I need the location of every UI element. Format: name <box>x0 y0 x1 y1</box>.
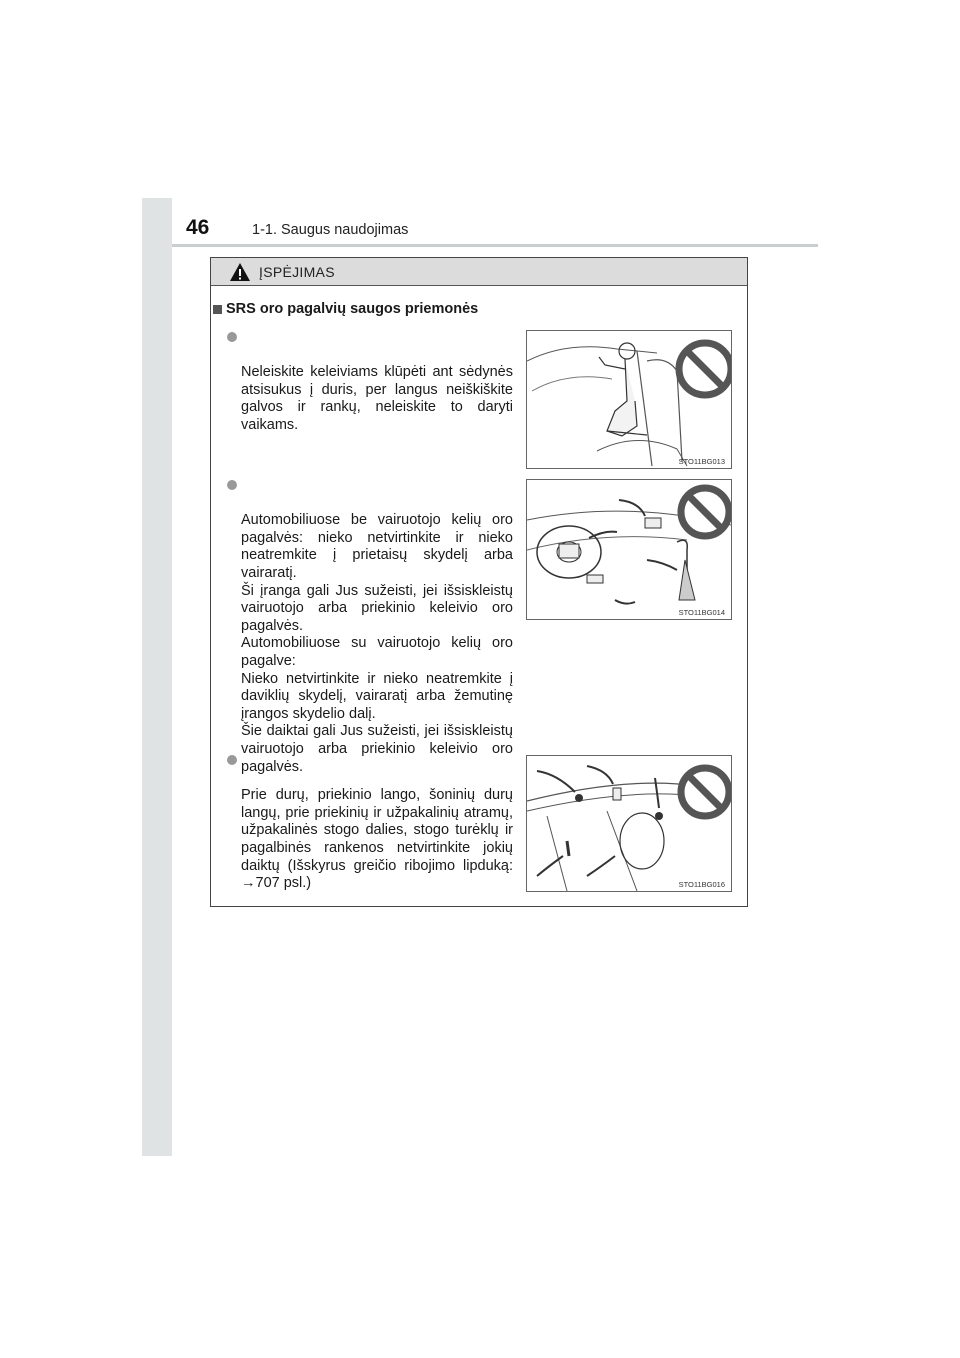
section-title: 1-1. Saugus naudojimas <box>252 222 409 238</box>
illustration-kneeling-passenger <box>526 330 732 469</box>
warning-box <box>210 257 748 907</box>
warning-label: ĮSPĖJIMAS <box>259 263 335 280</box>
side-strip <box>142 198 172 1156</box>
header-rule <box>172 244 818 247</box>
bullet-dot-icon <box>227 755 237 765</box>
dashboard-drawing <box>527 480 731 619</box>
image-code-2: STO11BG014 <box>678 608 725 617</box>
kneeling-passenger-drawing <box>527 331 731 468</box>
illustration-interior-roof <box>526 755 732 892</box>
item-1-text: Neleiskite keleiviams klūpėti ant sėdynės atsisukus į duris, per langus neiškiškite galvos ir rankų, neleiskite to daryti vaikams. <box>241 364 513 433</box>
bullet-dot-icon <box>227 480 237 490</box>
image-code-1: STO11BG013 <box>678 457 725 466</box>
subheading <box>213 301 478 317</box>
warning-item-1 <box>241 329 513 435</box>
subheading-text: SRS oro pagalvių saugos priemonės <box>226 301 479 317</box>
item-3-text: Prie durų, priekinio lango, šoninių durų langų, prie priekinių ir užpakalinių atramų, užpakalinės stogo dalies, stogo turėklų ir pagalbinės rankenos netvirtinkite jokių daiktų (Išskyrus greičio ribojimo lipduką: →707 psl.) <box>241 787 513 892</box>
warning-item-3 <box>241 752 513 893</box>
page-number: 46 <box>186 216 210 239</box>
illustration-dashboard <box>526 479 732 620</box>
square-bullet-icon <box>213 305 222 314</box>
interior-roof-drawing <box>527 756 731 891</box>
warning-item-2 <box>241 477 513 776</box>
bullet-dot-icon <box>227 332 237 342</box>
image-code-3: STO11BG016 <box>678 880 725 889</box>
warning-triangle-icon <box>229 262 251 282</box>
item-2-text: Automobiliuose be vairuotojo kelių oro pagalvės: nieko netvirtinkite ir nieko neatremkite į prietaisų skydelį arba vairaratį. Ši įranga gali Jus sužeisti, jei išsiskleistų vairuotojo arba priekinio keleivio oro pagalvės. Automobiliuose su vairuotojo kelių oro pagalve: Nieko netvirtinkite ir nieko neatremkite į daviklių skydelį, vairaratį arba žemutinę įrangos skydelio dalį. Šie daiktai gali Jus sužeisti, jei išsiskleistų vairuotojo arba priekinio keleivio oro pagalvės. <box>241 512 513 775</box>
warning-header <box>211 258 747 286</box>
